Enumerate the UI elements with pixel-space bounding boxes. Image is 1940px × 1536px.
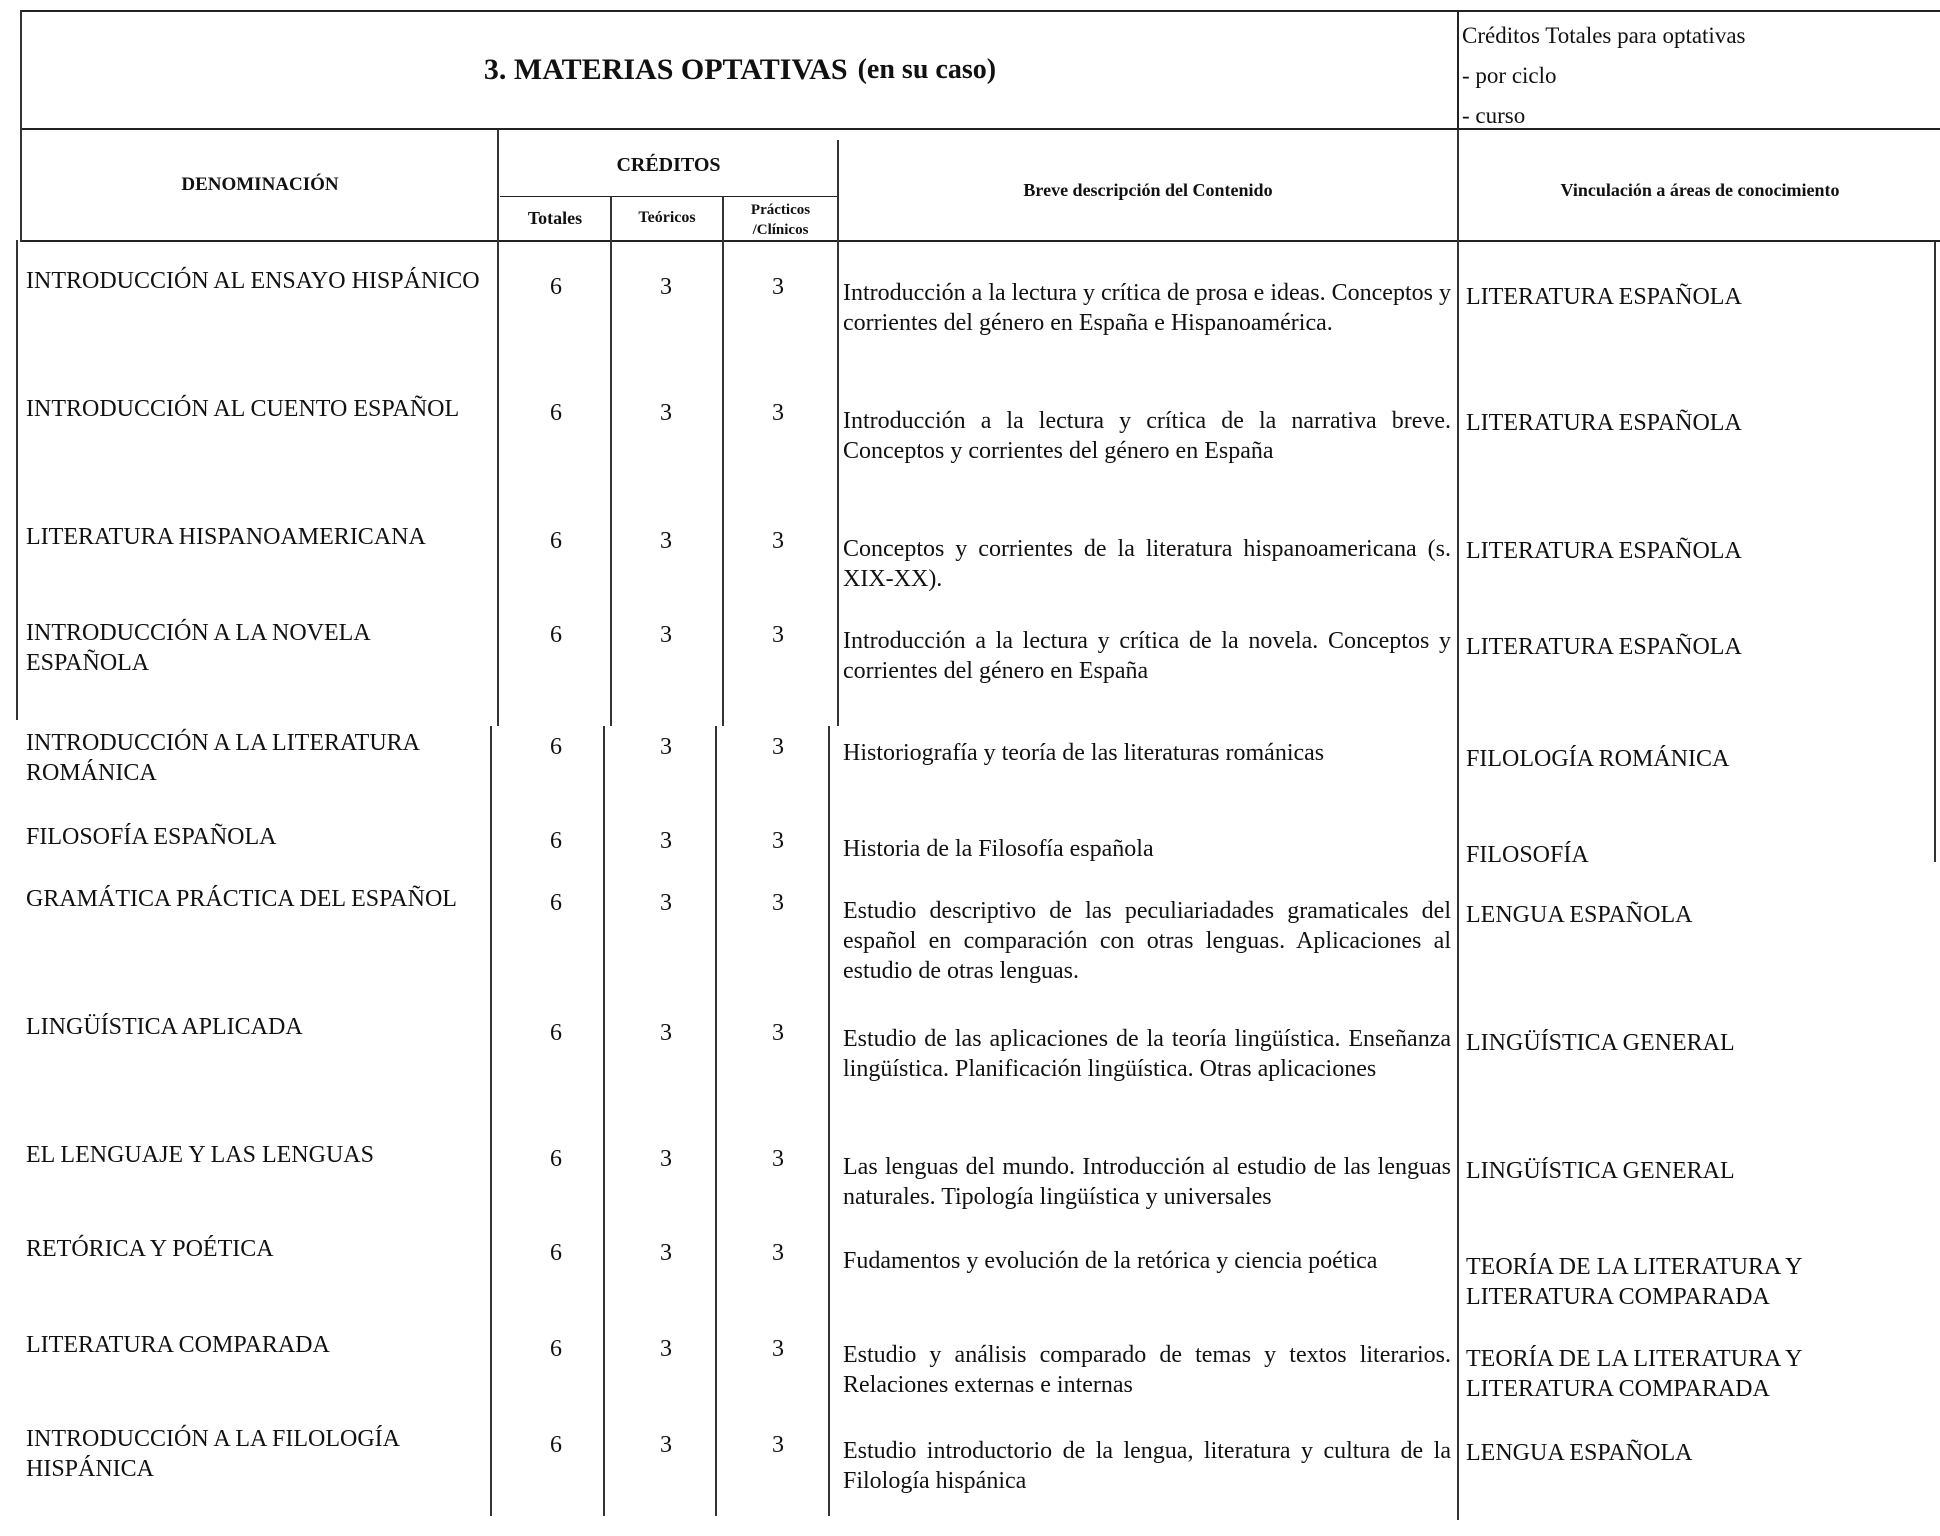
credits-note-line: - por ciclo xyxy=(1462,63,1557,88)
row-descripcion: Fudamentos y evolución de la retórica y ciencia poética xyxy=(843,1248,1378,1274)
row-teoricos: 3 xyxy=(660,734,672,760)
credits-totals-note xyxy=(1462,16,1940,136)
row-teoricos: 3 xyxy=(660,622,672,648)
row-descripcion: Estudio de las aplicaciones de la teoría lingüística. Enseñanza lingüística. Planificación lingüística. Otras aplicaciones xyxy=(843,1026,1451,1082)
row-totales: 6 xyxy=(550,1146,562,1172)
row-area: LITERATURA ESPAÑOLA xyxy=(1466,538,1742,564)
row-descripcion: Introducción a la lectura y crítica de prosa e ideas. Conceptos y corrientes del género en España e Hispanoamérica. xyxy=(843,280,1451,336)
row-practicos: 3 xyxy=(772,1240,784,1266)
row-area: TEORÍA DE LA LITERATURA Y LITERATURA COMPARADA xyxy=(1466,1346,1802,1402)
rule-totales-col-top xyxy=(610,196,612,726)
row-denominacion: INTRODUCCIÓN A LA LITERATURA ROMÁNICA xyxy=(26,730,419,786)
row-area: LITERATURA ESPAÑOLA xyxy=(1466,410,1742,436)
header-bottom-rule xyxy=(20,240,1940,242)
row-teoricos: 3 xyxy=(660,1336,672,1362)
row-practicos: 3 xyxy=(772,528,784,554)
row-practicos: 3 xyxy=(772,1146,784,1172)
row-teoricos: 3 xyxy=(660,1432,672,1458)
row-totales: 6 xyxy=(550,622,562,648)
rule-practicos-col-bottom xyxy=(828,726,830,1516)
rule-practicos-col-top xyxy=(837,140,839,726)
rule-descripcion-col xyxy=(1457,130,1459,1520)
row-totales: 6 xyxy=(550,890,562,916)
row-practicos: 3 xyxy=(772,1020,784,1046)
row-area: LINGÜÍSTICA GENERAL xyxy=(1466,1030,1735,1056)
row-area: LENGUA ESPAÑOLA xyxy=(1466,1440,1693,1466)
row-totales: 6 xyxy=(550,274,562,300)
row-area: TEORÍA DE LA LITERATURA Y LITERATURA COMPARADA xyxy=(1466,1254,1802,1310)
row-teoricos: 3 xyxy=(660,274,672,300)
row-area: LENGUA ESPAÑOLA xyxy=(1466,902,1693,928)
row-totales: 6 xyxy=(550,828,562,854)
col-header-descripcion: Breve descripción del Contenido xyxy=(1023,179,1273,200)
rule-teoricos-col-top xyxy=(722,196,724,726)
row-totales: 6 xyxy=(550,1240,562,1266)
row-teoricos: 3 xyxy=(660,828,672,854)
row-descripcion: Conceptos y corrientes de la literatura hispanoamericana (s. XIX-XX). xyxy=(843,536,1451,592)
credits-note-line: Créditos Totales para optativas xyxy=(1462,23,1746,48)
row-practicos: 3 xyxy=(772,1336,784,1362)
row-descripcion: Introducción a la lectura y crítica de la narrativa breve. Conceptos y corrientes del género en España xyxy=(843,408,1451,464)
col-header-totales: Totales xyxy=(527,207,583,228)
row-area: FILOLOGÍA ROMÁNICA xyxy=(1466,746,1730,772)
row-area: FILOSOFÍA xyxy=(1466,842,1589,868)
title-text: 3. MATERIAS OPTATIVAS xyxy=(483,53,848,86)
row-descripcion: Introducción a la lectura y crítica de la novela. Conceptos y corrientes del género en España xyxy=(843,628,1451,684)
row-totales: 6 xyxy=(550,1336,562,1362)
row-teoricos: 3 xyxy=(660,890,672,916)
rule-name-col-top xyxy=(497,130,499,726)
row-totales: 6 xyxy=(550,400,562,426)
col-header-creditos: CRÉDITOS xyxy=(616,153,721,176)
col-header-vinculacion: Vinculación a áreas de conocimiento xyxy=(1560,179,1840,200)
row-practicos: 3 xyxy=(772,622,784,648)
col-header-denominacion: DENOMINACIÓN xyxy=(181,174,339,195)
row-descripcion: Estudio descriptivo de las peculiariadades gramaticales del español en comparación con otras lenguas. Aplicaciones al estudio de otras lenguas. xyxy=(843,898,1451,984)
row-totales: 6 xyxy=(550,1020,562,1046)
row-denominacion: INTRODUCCIÓN AL ENSAYO HISPÁNICO xyxy=(26,268,480,294)
row-practicos: 3 xyxy=(772,734,784,760)
row-teoricos: 3 xyxy=(660,400,672,426)
credits-note-line: - curso xyxy=(1462,103,1526,128)
title-subtitle: (en su caso) xyxy=(857,54,997,85)
row-area: LITERATURA ESPAÑOLA xyxy=(1466,634,1742,660)
page-title xyxy=(20,10,1460,130)
row-denominacion: INTRODUCCIÓN AL CUENTO ESPAÑOL xyxy=(26,396,460,422)
col-header-teoricos: Teóricos xyxy=(638,209,696,226)
row-denominacion: LITERATURA HISPANOAMERICANA xyxy=(26,524,426,550)
row-descripcion: Historiografía y teoría de las literaturas románicas xyxy=(843,740,1325,766)
row-practicos: 3 xyxy=(772,400,784,426)
row-teoricos: 3 xyxy=(660,1020,672,1046)
col-header-practicos xyxy=(724,198,837,242)
row-practicos: 3 xyxy=(772,890,784,916)
row-descripcion: Estudio introductorio de la lengua, literatura y cultura de la Filología hispánica xyxy=(843,1438,1451,1494)
row-totales: 6 xyxy=(550,528,562,554)
row-denominacion: EL LENGUAJE Y LAS LENGUAS xyxy=(26,1142,374,1168)
row-practicos: 3 xyxy=(772,828,784,854)
row-teoricos: 3 xyxy=(660,1146,672,1172)
rule-left-body xyxy=(16,240,18,720)
row-descripcion: Estudio y análisis comparado de temas y textos literarios. Relaciones externas e internas xyxy=(843,1342,1451,1398)
creditos-divider xyxy=(500,196,837,197)
row-descripcion: Historia de la Filosofía española xyxy=(843,836,1154,862)
practicos-line1: Prácticos xyxy=(750,202,811,218)
row-denominacion: RETÓRICA Y POÉTICA xyxy=(26,1236,274,1262)
row-practicos: 3 xyxy=(772,1432,784,1458)
row-totales: 6 xyxy=(550,734,562,760)
row-totales: 6 xyxy=(550,1432,562,1458)
row-area: LINGÜÍSTICA GENERAL xyxy=(1466,1158,1735,1184)
row-descripcion: Las lenguas del mundo. Introducción al estudio de las lenguas naturales. Tipología lingüística y universales xyxy=(843,1154,1451,1210)
row-denominacion: INTRODUCCIÓN A LA NOVELA ESPAÑOLA xyxy=(26,620,370,676)
row-teoricos: 3 xyxy=(660,1240,672,1266)
row-practicos: 3 xyxy=(772,274,784,300)
rule-teoricos-col-bottom xyxy=(715,726,717,1516)
row-denominacion: GRAMÁTICA PRÁCTICA DEL ESPAÑOL xyxy=(26,886,457,912)
practicos-line2: /Clínicos xyxy=(752,222,809,238)
row-denominacion: INTRODUCCIÓN A LA FILOLOGÍA HISPÁNICA xyxy=(26,1426,399,1482)
row-denominacion: LITERATURA COMPARADA xyxy=(26,1332,330,1358)
row-teoricos: 3 xyxy=(660,528,672,554)
row-area: LITERATURA ESPAÑOLA xyxy=(1466,284,1742,310)
row-denominacion: FILOSOFÍA ESPAÑOLA xyxy=(26,824,277,850)
rule-totales-col-bottom xyxy=(603,726,605,1516)
rule-left-header xyxy=(20,10,22,242)
row-denominacion: LINGÜÍSTICA APLICADA xyxy=(26,1014,303,1040)
